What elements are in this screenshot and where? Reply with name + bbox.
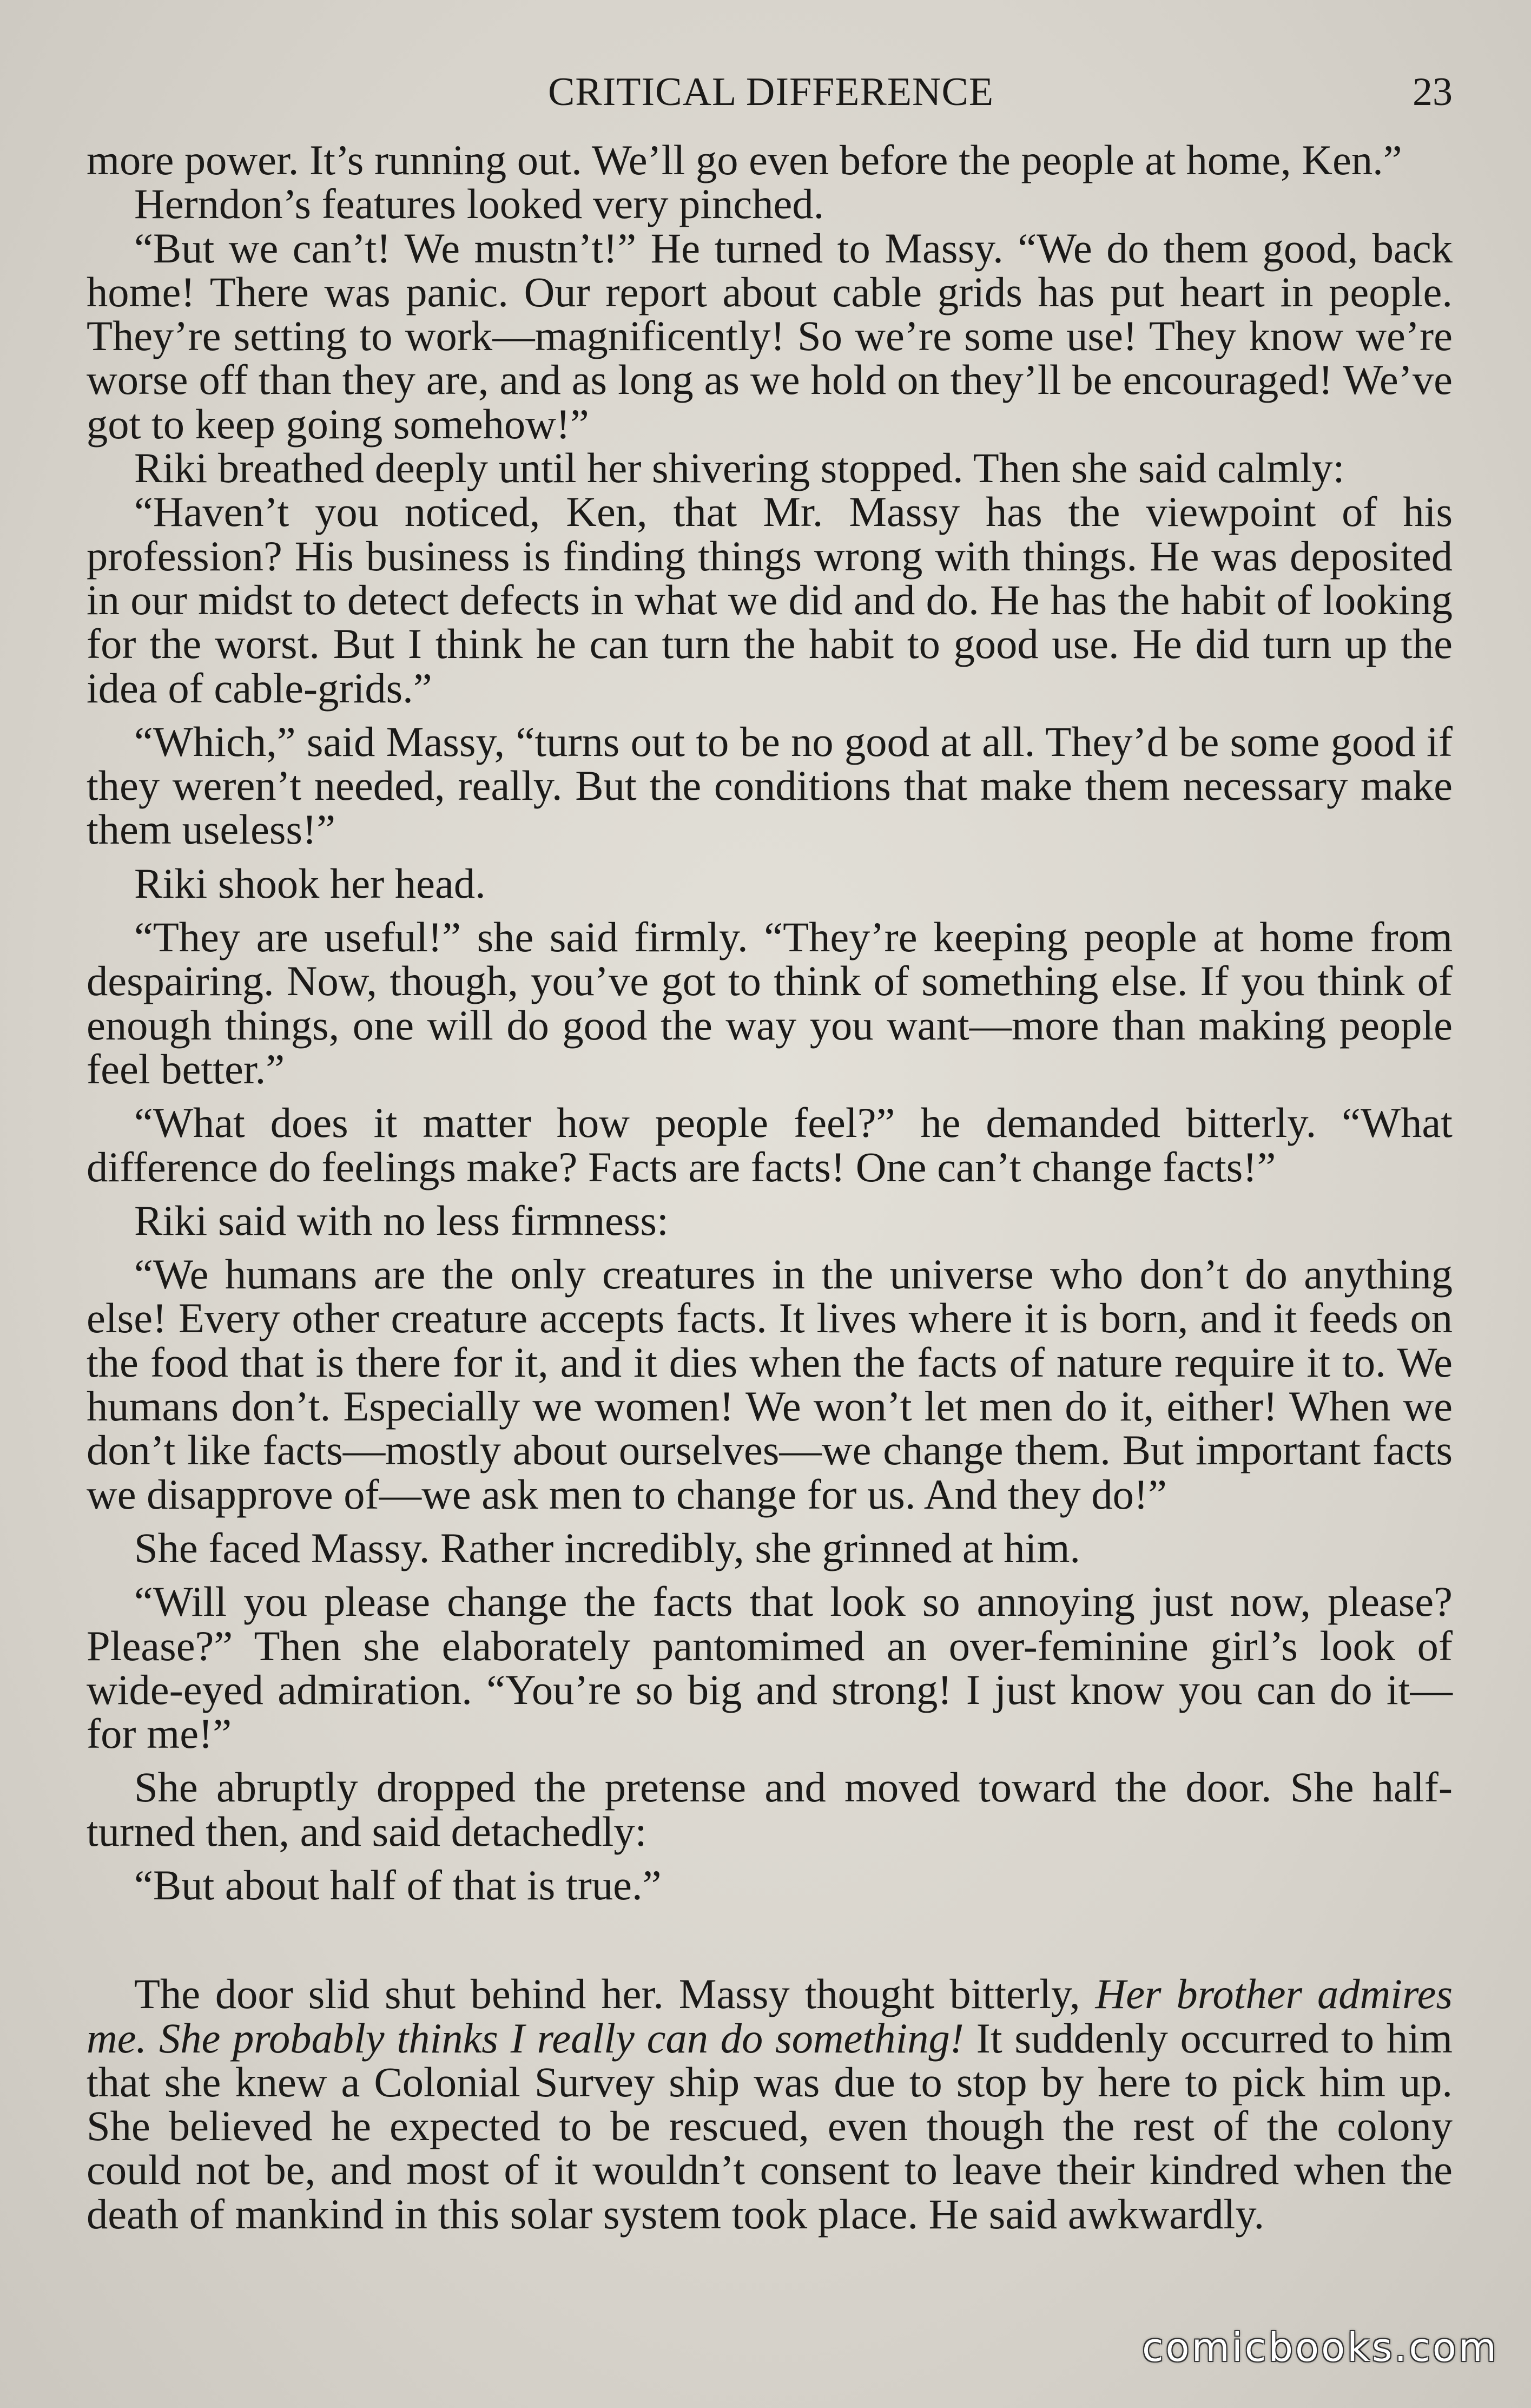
running-title: CRITICAL DIFFERENCE — [547, 70, 994, 114]
paragraph-10: Riki said with no less firmness: — [134, 1196, 669, 1244]
paragraph-16-lead: The door slid shut behind her. Massy thought bitterly, — [134, 1970, 1096, 2018]
paragraph-13: “Will you please change the facts that look so annoying just now, please? Please?” Then she elaborately pantomimed an over-feminine girl’s look of wide-eyed admiration. “You’re so big and strong! I just know you can do it—for me!” — [87, 1578, 1453, 1758]
paragraph-14: She abruptly dropped the pretense and moved toward the door. She half-turned then, and said detachedly: — [87, 1764, 1453, 1855]
paragraph-11: “We humans are the only creatures in the universe who don’t do anything else! Every other creature accepts facts. It lives where it is born, and it feeds on the food that is there for it, and it dies when the facts of nature require it to. We humans don’t. Especially we women! We won’t let men do it, either! When we don’t like facts—mostly about ourselves—we change them. But important facts we disapprove of—we ask men to change for us. And they do!” — [87, 1251, 1453, 1518]
italic-thought: Her brother admires me. She probably thinks I really can do something! — [87, 1970, 1453, 2062]
paragraph-16-rest: It suddenly occurred to him that she knew a Colonial Survey ship was due to stop by here to pick him up. She believed he expected to be rescued, even though the rest of the colony could not be, and most of it wouldn’t consent to leave their kindred when the death of mankind in this solar system took place. He said awkwardly. — [87, 2014, 1453, 2238]
body-text — [87, 138, 1453, 2236]
paragraph-15: “But about half of that is true.” — [134, 1861, 662, 1909]
paragraph-9: “What does it matter how people feel?” he demanded bitterly. “What difference do feelings make? Facts are facts! One can’t change facts!” — [87, 1099, 1453, 1190]
paragraph-7: Riki shook her head. — [134, 859, 486, 907]
paragraph-4: Riki breathed deeply until her shivering stopped. Then she said calmly: — [134, 444, 1345, 492]
paragraph-5: “Haven’t you noticed, Ken, that Mr. Massy has the viewpoint of his profession? His business is finding things wrong with things. He was deposited in our midst to detect defects in what we did and do. He has the habit of looking for the worst. But I think he can turn the habit to good use. He did turn up the idea of cable-grids.” — [87, 488, 1453, 712]
page-header — [89, 64, 1453, 118]
paragraph-1: more power. It’s running out. We’ll go even before the people at home, Ken.” — [87, 136, 1402, 183]
watermark: comicbooks.com — [1141, 2325, 1499, 2370]
page-number: 23 — [1413, 70, 1453, 114]
paragraph-6: “Which,” said Massy, “turns out to be no good at all. They’d be some good if they weren’t needed, really. But the conditions that make them necessary make them useless!” — [87, 718, 1453, 853]
paragraph-16 — [87, 1972, 1453, 2236]
paragraph-12: She faced Massy. Rather incredibly, she grinned at him. — [134, 1524, 1081, 1571]
paragraph-8: “They are useful!” she said firmly. “They’re keeping people at home from despairing. Now, though, you’ve got to think of something else. If you think of enough things, one will do good the way you want—more than making people feel better.” — [87, 913, 1453, 1093]
paragraph-2: Herndon’s features looked very pinched. — [134, 180, 824, 228]
paragraph-3: “But we can’t! We mustn’t!” He turned to Massy. “We do them good, back home! There was panic. Our report about cable grids has put heart in people. They’re setting to work—magnificently! So we’re some use! They know we’re worse off than they are, and as long as we hold on they’ll be encouraged! We’ve got to keep going somehow!” — [87, 224, 1453, 448]
